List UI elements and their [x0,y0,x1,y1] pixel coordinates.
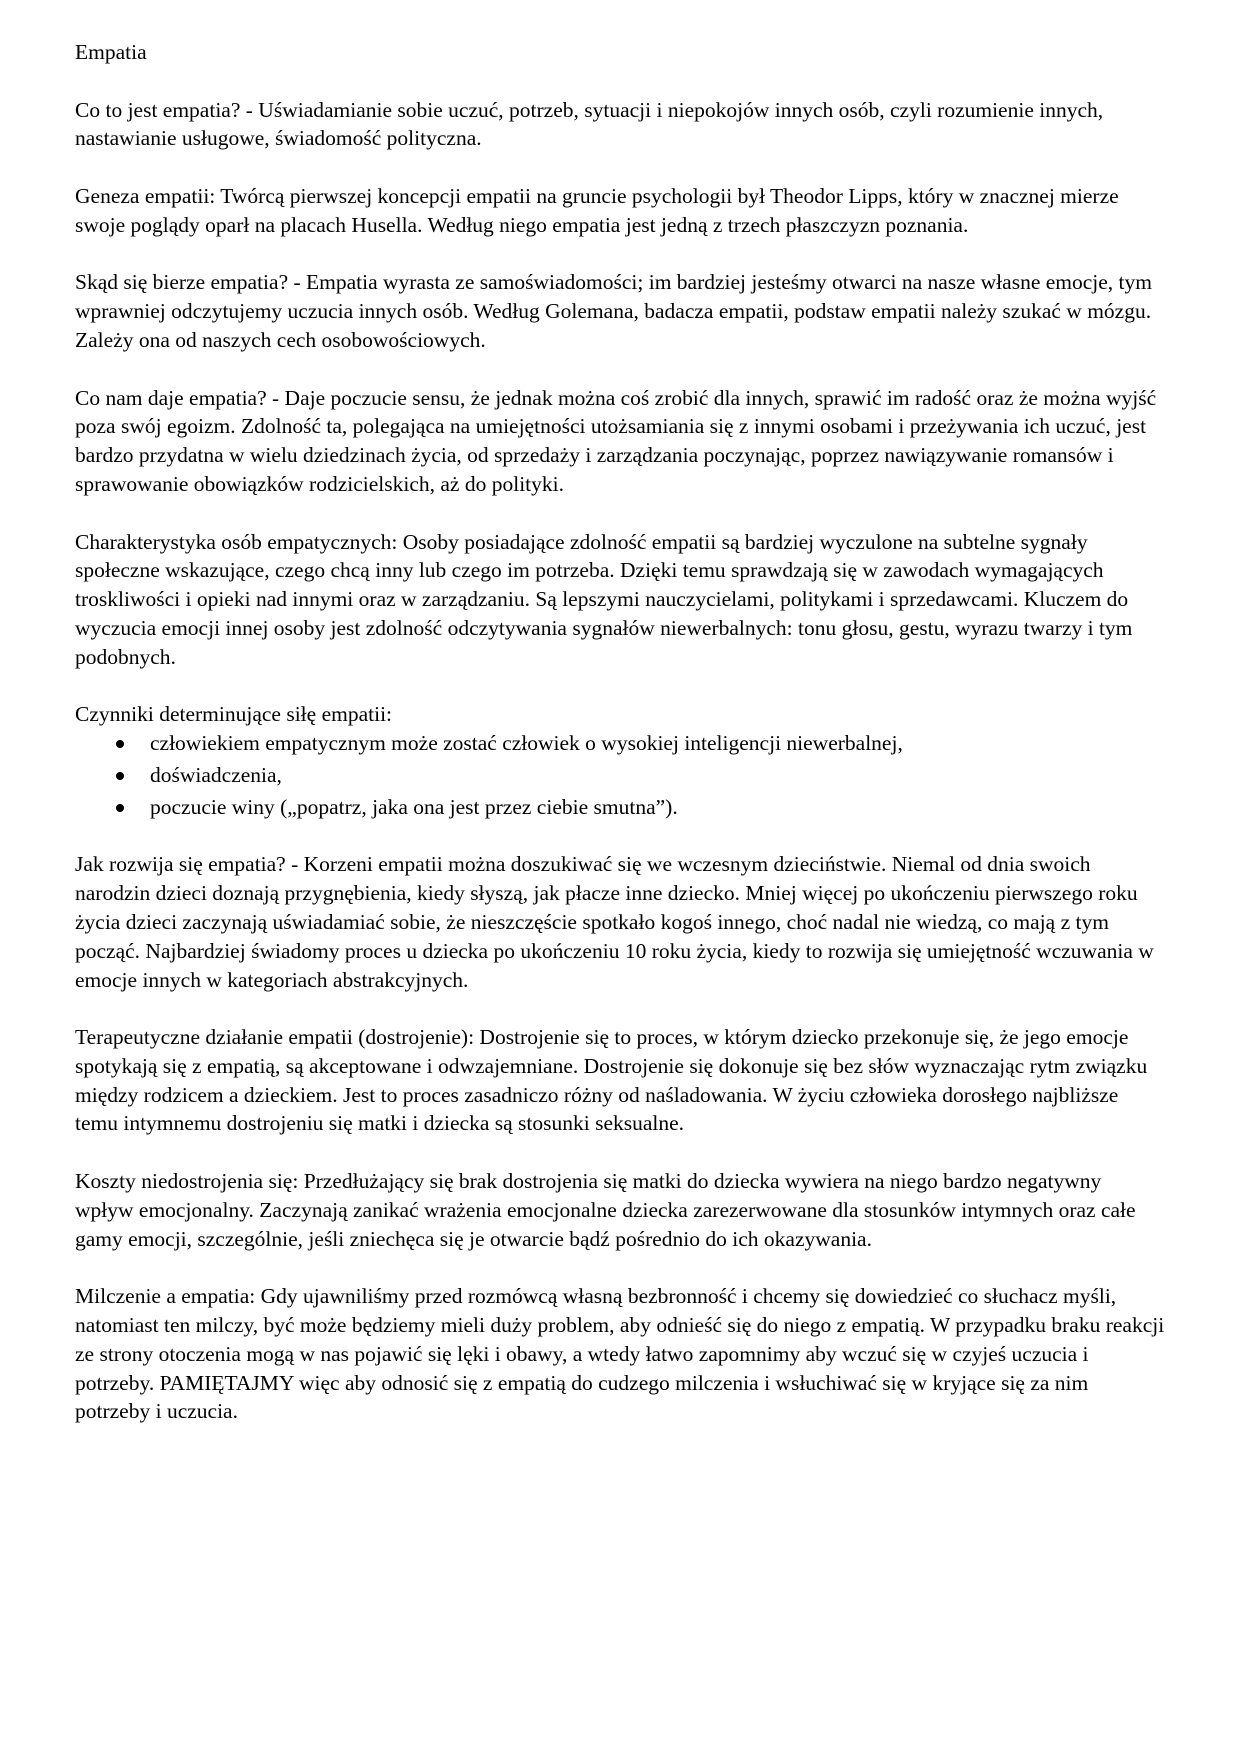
factors-section [75,700,1165,821]
paragraph-attunement: Terapeutyczne działanie empatii (dostrojenie): Dostrojenie się to proces, w którym dziecko przekonuje się, że jego emocje spotykają się z empatią, są akceptowane i odwzajemniane. Dostrojenie się dokonuje się bez słów wyznaczając rytm związku między rodzicem a dzieckiem. Jest to proces zasadniczo różny od naśladowania. W życiu człowieka dorosłego najbliższe temu intymnemu dostrojeniu się matki i dziecka są stosunki seksualne. [75,1025,1148,1136]
bullet-icon [116,740,124,748]
paragraph-genesis: Geneza empatii: Twórcą pierwszej koncepcji empatii na gruncie psychologii był Theodor Lipps, który w znacznej mierze swoje poglądy oparł na placach Husella. Według niego empatia jest jedną z trzech płaszczyzn poznania. [75,183,1119,237]
paragraph-development: Jak rozwija się empatia? - Korzeni empatii można doszukiwać się we wczesnym dzieciństwie. Niemal od dnia swoich narodzin dzieci doznają przygnębienia, kiedy słyszą, jak płacze inne dziecko. Mniej więcej po ukończeniu pierwszego roku życia dzieci zaczynają uświadamiać sobie, że nieszczęście spotkało kogoś innego, choć nadal nie wiedzą, co mają z tym począć. Najbardziej świadomy proces u dziecka po ukończeniu 10 roku życia, kiedy to rozwija się umiejętność wczuwania w emocje innych w kategoriach abstrakcyjnych. [75,852,1154,992]
factors-list [75,729,1165,821]
document-title: Empatia [75,40,147,64]
document-page [75,38,1165,1455]
list-item [75,761,1165,790]
paragraph-origin: Skąd się bierze empatia? - Empatia wyrasta ze samoświadomości; im bardziej jesteśmy otwarci na nasze własne emocje, tym wprawniej odczytujemy uczucia innych osób. Według Golemana, badacza empatii, podstaw empatii należy szukać w mózgu. Zależy ona od naszych cech osobowościowych. [75,270,1153,352]
list-item-text: poczucie winy („popatrz, jaka ona jest przez ciebie smutna”). [150,794,678,819]
list-item-text: doświadczenia, [150,762,282,787]
paragraph-silence: Milczenie a empatia: Gdy ujawniliśmy przed rozmówcą własną bezbronność i chcemy się dowiedzieć co słuchacz myśli, natomiast ten milczy, być może będziemy mieli duży problem, aby odnieść się do niego z empatią. W przypadku braku reakcji ze strony otoczenia mogą w nas pojawić się lęki i obawy, a wtedy łatwo zapomnimy aby wczuć się w czyjeś uczucia i potrzeby. PAMIĘTAJMY więc aby odnosić się z empatią do cudzego milczenia i wsłuchiwać się w kryjące się za nim potrzeby i uczucia. [75,1284,1165,1424]
bullet-icon [116,772,124,780]
factors-heading: Czynniki determinujące siłę empatii: [75,702,393,727]
paragraph-misattunement: Koszty niedostrojenia się: Przedłużający się brak dostrojenia się matki do dziecka wywiera na niego bardzo negatywny wpływ emocjonalny. Zaczynają zanikać wrażenia emocjonalne dziecka zarezerwowane dla stosunków intymnych oraz całe gamy emocji, szczególnie, jeśli zniechęca się je otwarcie bądź pośrednio do ich okazywania. [75,1169,1136,1251]
paragraph-characteristics: Charakterystyka osób empatycznych: Osoby posiadające zdolność empatii są bardziej wyczulone na subtelne sygnały społeczne wskazujące, czego chcą inny lub czego im potrzeba. Dzięki temu sprawdzają się w zawodach wymagających troskliwości i opieki nad innymi oraz w zarządzaniu. Są lepszymi nauczycielami, politykami i sprzedawcami. Kluczem do wyczucia emocji innej osoby jest zdolność odczytywania sygnałów niewerbalnych: tonu głosu, gestu, wyrazu twarzy i tym podobnych. [75,529,1133,669]
paragraph-definition: Co to jest empatia? - Uświadamianie sobie uczuć, potrzeb, sytuacji i niepokojów innych osób, czyli rozumienie innych, nastawianie usługowe, świadomość polityczna. [75,97,1104,151]
list-item-text: człowiekiem empatycznym może zostać człowiek o wysokiej inteligencji niewerbalnej, [150,731,903,756]
list-item [75,793,1165,822]
paragraph-benefits: Co nam daje empatia? - Daje poczucie sensu, że jednak można coś zrobić dla innych, sprawić im radość oraz że można wyjść poza swój egoizm. Zdolność ta, polegająca na umiejętności utożsamiania się z innymi osobami i przeżywania ich uczuć, jest bardzo przydatna w wielu dziedzinach życia, od sprzedaży i zarządzania poczynając, poprzez nawiązywanie romansów i sprawowanie obowiązków rodzicielskich, aż do polityki. [75,385,1157,496]
bullet-icon [116,804,124,812]
list-item [75,729,1165,758]
